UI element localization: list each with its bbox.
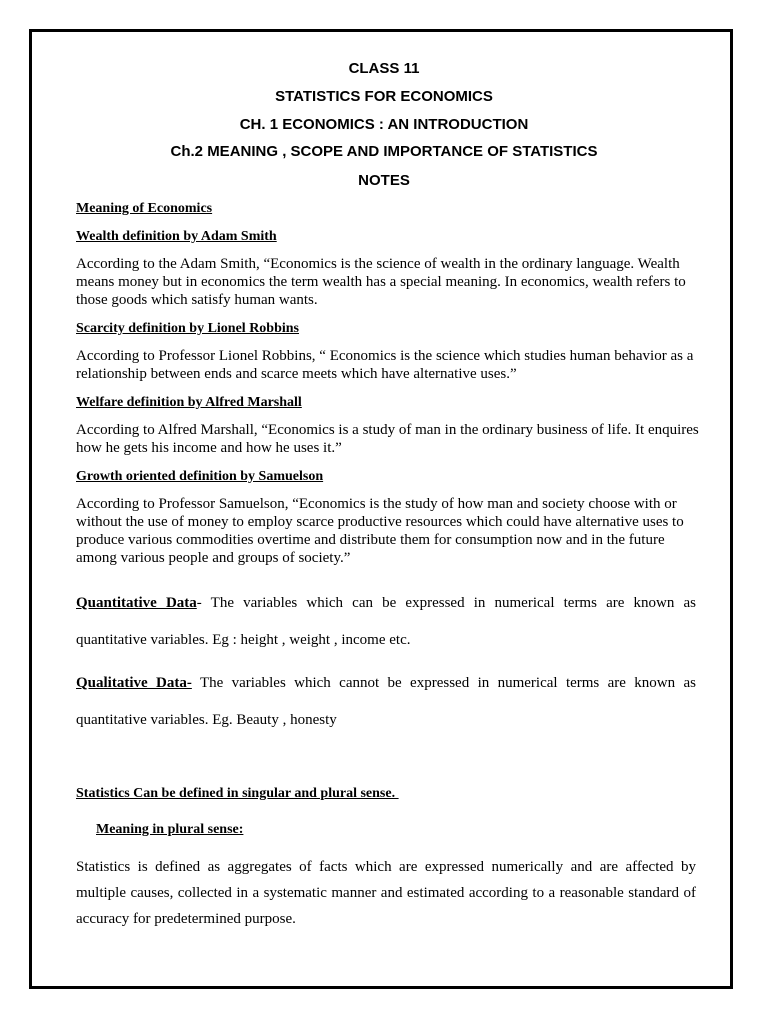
class-title: CLASS 11	[348, 60, 420, 77]
robbins-definition: According to Professor Lionel Robbins, “ Economics is the science which studies human behavior as a relationship between ends and scarce meets which have alternative uses.”	[76, 348, 694, 382]
statistics-senses-heading: Statistics Can be defined in singular and plural sense.	[76, 786, 399, 801]
samuelson-definition: According to Professor Samuelson, “Economics is the study of how man and society choose with or without the use of money to employ scarce productive resources which could have alternative uses to produce various commodities overtime and distribute them for consumption now and in the future among various people and groups of society.”	[76, 496, 684, 566]
subject-title: STATISTICS FOR ECONOMICS	[275, 88, 493, 105]
chapter-1-title: CH. 1 ECONOMICS : AN INTRODUCTION	[239, 116, 529, 133]
quantitative-data-line-2: quantitative variables. Eg : height , weight , income etc.	[76, 632, 411, 648]
quantitative-data-term: Quantitative Data	[76, 595, 197, 611]
qualitative-data-line-1: The variables which cannot be expressed in numerical terms are known as	[191, 675, 697, 691]
marshall-definition: According to Alfred Marshall, “Economics is a study of man in the ordinary business of life. It enquires how he gets his income and how he uses it.”	[76, 422, 699, 456]
adam-smith-definition: According to the Adam Smith, “Economics is the science of wealth in the ordinary language. Wealth means money but in economics the term wealth has a special meaning. In economics, wealth refers to those goods which satisfy human wants.	[76, 256, 686, 308]
quantitative-data-definition	[76, 594, 696, 612]
qualitative-data-line-2: quantitative variables. Eg. Beauty , honesty	[76, 712, 337, 728]
plural-sense-definition: Statistics is defined as aggregates of facts which are expressed numerically and are affected by multiple causes, collected in a systematic manner and estimated according to a reasonable standard of accuracy for predetermined purpose.	[76, 859, 696, 927]
plural-sense-heading: Meaning in plural sense:	[96, 822, 244, 837]
qualitative-data-term: Qualitative Data-	[76, 675, 192, 691]
samuelson-heading: Growth oriented definition by Samuelson	[76, 469, 324, 484]
chapter-2-title: Ch.2 MEANING , SCOPE AND IMPORTANCE OF STATISTICS	[170, 143, 598, 160]
marshall-heading: Welfare definition by Alfred Marshall	[76, 395, 302, 410]
qualitative-data-definition	[76, 674, 696, 692]
robbins-heading: Scarcity definition by Lionel Robbins	[76, 321, 300, 336]
adam-smith-heading: Wealth definition by Adam Smith	[76, 229, 277, 244]
notes-title: NOTES	[358, 172, 410, 189]
quantitative-data-line-1: - The variables which can be expressed in numerical terms are known as	[196, 595, 696, 611]
meaning-of-economics-heading: Meaning of Economics	[76, 201, 213, 216]
